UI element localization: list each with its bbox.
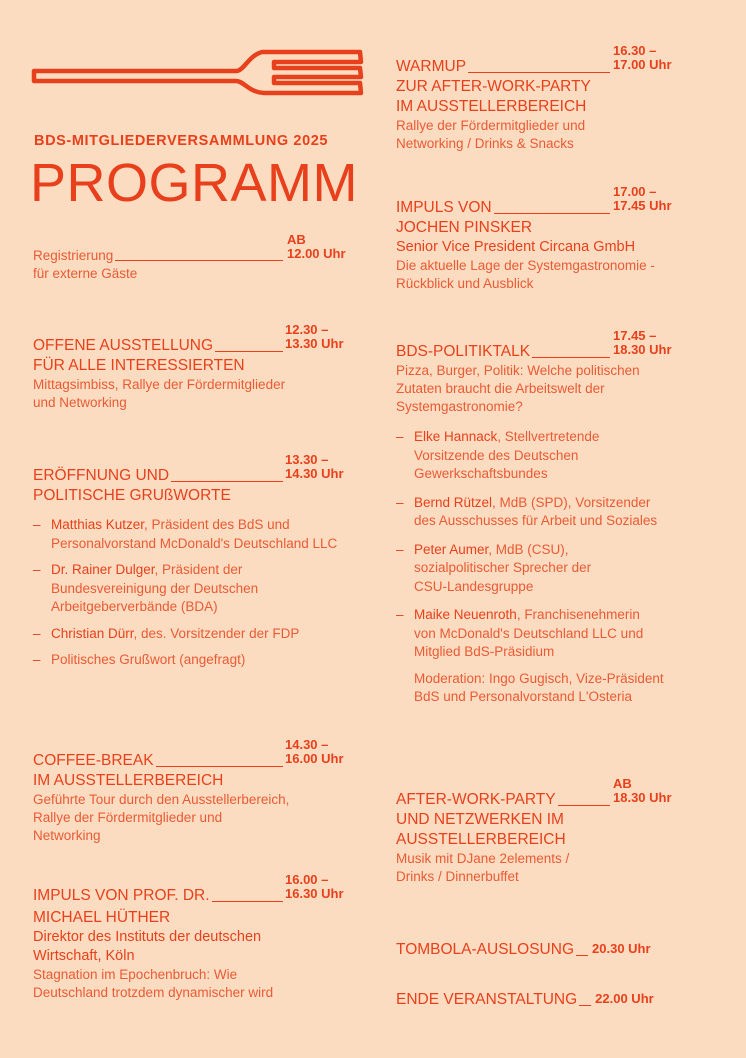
speaker-item: – Maike Neuenroth, Franchisenehmerin von McDonald's Deutschland LLC und Mitglied BdS-Präsidium — [396, 607, 644, 659]
fork-icon — [30, 46, 366, 108]
subtitle: BDS-MITGLIEDERVERSAMMLUNG 2025 — [34, 133, 329, 149]
event-title: BDS-POLITIKTALK — [396, 343, 531, 360]
event-time: 17.45 – 18.30 Uhr — [613, 328, 672, 357]
event-tombola — [396, 939, 726, 960]
event-eroeffnung — [33, 452, 363, 670]
event-title-line3: AUSSTELLERBEREICH — [396, 831, 566, 848]
event-title: OFFENE AUSSTELLUNG — [33, 337, 214, 354]
speaker-item: – Politisches Grußwort (angefragt) — [33, 652, 246, 667]
event-title-line2: UND NETZWERKEN IM — [396, 811, 564, 828]
event-desc: Pizza, Burger, Politik: Welche politischen Zutaten braucht die Arbeitswelt der Systemgastronomie? — [396, 363, 640, 414]
speaker-role: Senior Vice President Circana GmbH — [396, 239, 636, 255]
event-desc: Stagnation im Epochenbruch: Wie Deutschland trotzdem dynamischer wird — [33, 967, 274, 1000]
event-huether — [33, 872, 363, 1002]
speaker-item: – Peter Aumer, MdB (CSU), sozialpolitischer Sprecher der CSU-Landesgruppe — [396, 541, 592, 594]
event-ende — [396, 989, 726, 1010]
event-after-work-party — [396, 776, 726, 886]
event-title-line2: für externe Gäste — [33, 266, 138, 281]
speaker-item: – Christian Dürr, des. Vorsitzender der FDP — [33, 625, 300, 641]
event-title-line2: IM AUSSTELLERBEREICH — [33, 772, 224, 789]
event-coffee-break — [33, 737, 363, 845]
speaker-item: – Dr. Rainer Dulger, Präsident der Bundesvereinigung der Deutschen Arbeitgeberverbände (BDA) — [33, 562, 259, 614]
event-title-line2: MICHAEL HÜTHER — [33, 909, 171, 926]
event-pinsker — [396, 184, 726, 293]
event-time: 13.30 – 14.30 Uhr — [285, 452, 344, 481]
event-title: COFFEE-BREAK — [33, 752, 154, 769]
event-title: WARMUP — [396, 58, 467, 75]
event-title-line2: ZUR AFTER-WORK-PARTY — [396, 78, 591, 95]
speaker-item: – Elke Hannack, Stellvertretende Vorsitzende des Deutschen Gewerkschaftsbundes — [396, 429, 600, 481]
event-time: 20.30 Uhr — [592, 941, 651, 956]
event-title: IMPULS VON — [396, 199, 492, 216]
moderation: Moderation: Ingo Gugisch, Vize-Präsident BdS und Personalvorstand L'Osteria — [414, 670, 664, 704]
event-title: AFTER-WORK-PARTY — [396, 791, 556, 808]
event-title: ERÖFFNUNG UND — [33, 467, 170, 484]
event-title-line2: FÜR ALLE INTERESSIERTEN — [33, 357, 245, 374]
event-time: 16.30 – 17.00 Uhr — [613, 43, 672, 72]
event-title: ENDE VERANSTALTUNG — [396, 991, 578, 1008]
event-time: 14.30 – 16.00 Uhr — [285, 737, 344, 766]
event-title: Registrierung — [33, 248, 114, 263]
speaker-role: Direktor des Instituts der deutschen Wirtschaft, Köln — [33, 929, 262, 964]
event-registrierung — [33, 232, 363, 283]
event-desc: Mittagsimbiss, Rallye der Fördermitglieder und Networking — [33, 377, 286, 410]
event-desc: Musik mit DJane 2elements / Drinks / Dinnerbuffet — [396, 851, 570, 884]
event-desc: Rallye der Fördermitglieder und Networking / Drinks & Snacks — [396, 118, 586, 151]
event-time: 16.00 – 16.30 Uhr — [285, 872, 344, 901]
event-time: AB 18.30 Uhr — [613, 776, 672, 805]
page-title: PROGRAMM — [30, 153, 358, 213]
event-title-line2: POLITISCHE GRUßWORTE — [33, 487, 231, 504]
event-desc: Geführte Tour durch den Ausstellerbereich, Rallye der Fördermitglieder und Networking — [33, 792, 290, 843]
event-title-line3: IM AUSSTELLERBEREICH — [396, 98, 587, 115]
event-time: 22.00 Uhr — [595, 991, 654, 1006]
event-title: TOMBOLA-AUSLOSUNG — [396, 941, 575, 958]
event-desc: Die aktuelle Lage der Systemgastronomie - Rückblick und Ausblick — [396, 258, 655, 291]
event-ausstellung — [33, 322, 363, 412]
speaker-item: – Matthias Kutzer, Präsident des BdS und Personalvorstand McDonald's Deutschland LLC — [33, 517, 338, 551]
event-politiktalk — [396, 328, 726, 707]
speaker-item: – Bernd Rützel, MdB (SPD), Vorsitzender des Ausschusses für Arbeit und Soziales — [396, 494, 658, 528]
event-time: AB 12.00 Uhr — [287, 232, 346, 261]
event-time: 17.00 – 17.45 Uhr — [613, 184, 672, 213]
event-time: 12.30 – 13.30 Uhr — [285, 322, 344, 351]
event-title-line2: JOCHEN PINSKER — [396, 219, 533, 236]
event-warmup — [396, 43, 726, 153]
event-title: IMPULS VON PROF. DR. — [33, 887, 210, 904]
